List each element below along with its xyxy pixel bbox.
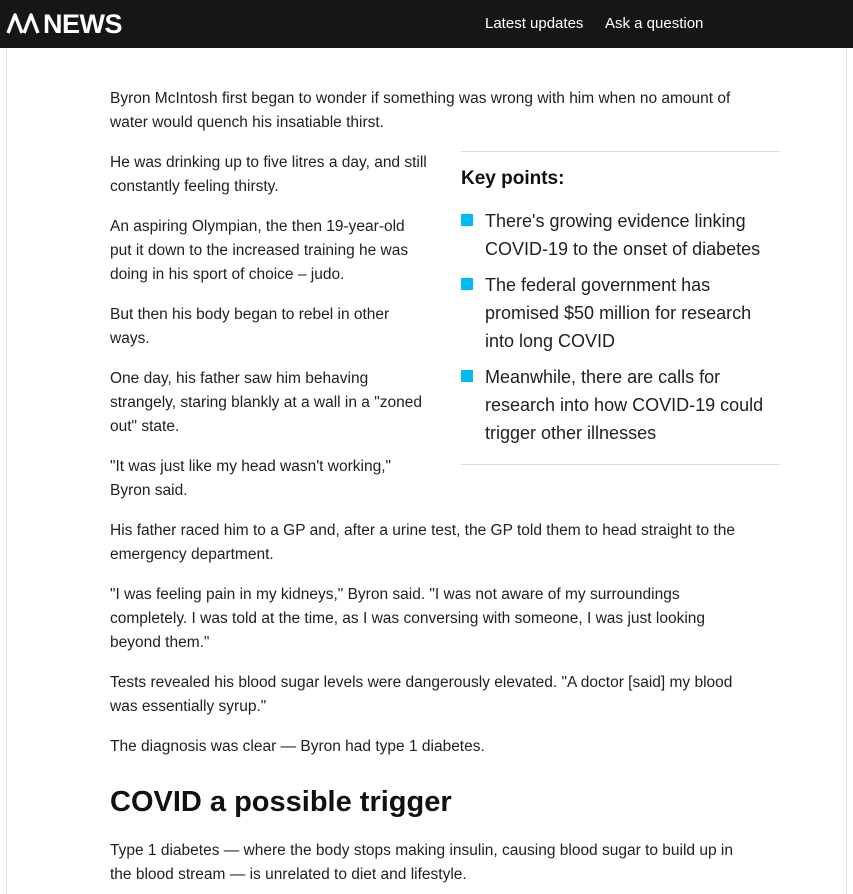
article-paragraph: Type 1 diabetes — where the body stops making insulin, causing blood sugar to build up in the blood stream — is unrelated to diet and lifestyle. (110, 842, 733, 883)
square-bullet-icon (461, 214, 473, 226)
page-frame-left (6, 48, 7, 894)
intro-paragraph: Byron McIntosh first began to wonder if something was wrong with him when no amount of water would quench his insatiable thirst. (110, 90, 731, 131)
square-bullet-icon (461, 278, 473, 290)
section-heading: COVID a possible trigger (110, 786, 452, 818)
abc-logo-icon (6, 13, 40, 35)
key-point-item (461, 207, 780, 263)
article-paragraph: An aspiring Olympian, the then 19-year-old put it down to the increased training he was doing in his sport of choice – judo. (110, 218, 409, 283)
nav-ask-a-question[interactable]: Ask a question (605, 15, 704, 32)
key-point-item (461, 363, 780, 447)
key-points-top-divider (461, 151, 780, 152)
top-navigation-bar (0, 0, 853, 48)
article-paragraph: One day, his father saw him behaving strangely, staring blankly at a wall in a "zoned out" state. (110, 370, 422, 435)
article-paragraph: "It was just like my head wasn't working," Byron said. (110, 458, 392, 499)
article-paragraph: His father raced him to a GP and, after a urine test, the GP told them to head straight to the emergency department. (110, 522, 735, 563)
article-paragraph: But then his body began to rebel in other ways. (110, 306, 390, 347)
key-point-text: Meanwhile, there are calls for research into how COVID-19 could trigger other illnesses (485, 367, 764, 443)
square-bullet-icon (461, 370, 473, 382)
article-paragraph: He was drinking up to five litres a day, and still constantly feeling thirsty. (110, 154, 427, 195)
abc-news-logo[interactable] (6, 9, 122, 39)
page-frame-right (846, 48, 847, 894)
key-points-bottom-divider (461, 464, 780, 465)
key-points-list (461, 207, 780, 447)
article-paragraph: "I was feeling pain in my kidneys," Byron said. "I was not aware of my surroundings completely. I was told at the time, as I was conversing with someone, I was just looking beyond them." (110, 586, 706, 651)
nav-latest-updates[interactable]: Latest updates (485, 15, 584, 32)
article-paragraph: Tests revealed his blood sugar levels were dangerously elevated. "A doctor [said] my blood was essentially syrup." (110, 674, 733, 715)
key-point-item (461, 271, 780, 355)
logo-wordmark: NEWS (43, 9, 122, 39)
article-paragraph: The diagnosis was clear — Byron had type 1 diabetes. (110, 738, 485, 755)
key-point-text: There's growing evidence linking COVID-19 to the onset of diabetes (485, 211, 761, 259)
key-point-text: The federal government has promised $50 million for research into long COVID (485, 275, 752, 351)
key-points-title: Key points: (461, 168, 565, 189)
